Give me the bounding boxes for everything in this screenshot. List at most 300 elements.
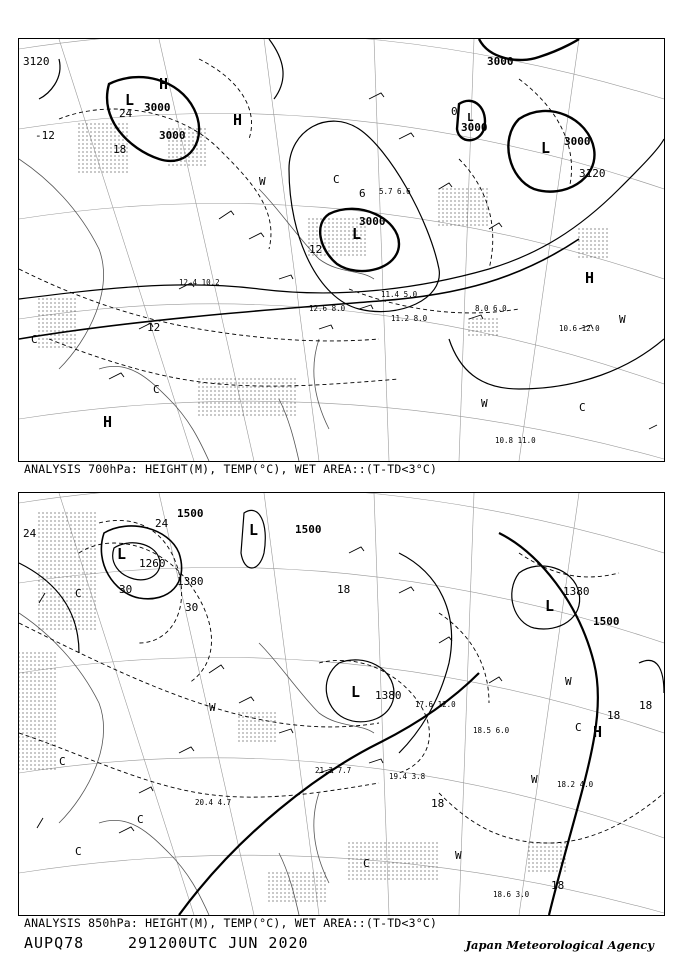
wet-area-dot xyxy=(54,656,55,657)
wet-area-dot xyxy=(86,516,87,517)
wet-area-dot xyxy=(19,736,20,737)
wet-area-dot xyxy=(54,620,55,621)
wet-area-dot xyxy=(19,680,20,681)
wet-area-dot xyxy=(38,524,39,525)
wet-area-dot xyxy=(284,888,285,889)
wet-area-dot xyxy=(250,712,251,713)
wet-area-dot xyxy=(86,159,87,160)
wet-area-dot xyxy=(34,680,35,681)
wet-area-dot xyxy=(556,850,557,851)
wet-area-dot xyxy=(270,736,271,737)
map-850hpa-svg xyxy=(19,493,664,915)
wet-area-dot xyxy=(38,652,39,653)
wet-area-dot xyxy=(106,163,107,164)
wet-area-dot xyxy=(280,872,281,873)
wet-area-dot xyxy=(54,724,55,725)
wet-area-dot xyxy=(38,568,39,569)
wet-area-dot xyxy=(214,390,215,391)
wet-area-dot xyxy=(46,624,47,625)
wet-area-dot xyxy=(564,870,565,871)
wet-area-dot xyxy=(54,732,55,733)
wet-area-dot xyxy=(442,224,443,225)
wet-area-dot xyxy=(34,684,35,685)
wet-area-dot xyxy=(106,131,107,132)
wet-area-dot xyxy=(242,402,243,403)
wet-area-dot xyxy=(540,866,541,867)
wet-area-dot xyxy=(356,866,357,867)
wet-area-dot xyxy=(86,131,87,132)
wet-area-dot xyxy=(62,580,63,581)
wet-area-dot xyxy=(404,846,405,847)
wet-area-dot xyxy=(424,842,425,843)
wet-area-dot xyxy=(94,532,95,533)
wet-area-dot xyxy=(54,314,55,315)
wet-area-dot xyxy=(206,398,207,399)
wet-area-dot xyxy=(94,556,95,557)
wet-area-dot xyxy=(42,688,43,689)
wet-area-dot xyxy=(254,394,255,395)
wet-area-dot xyxy=(278,390,279,391)
temp-label: 6 xyxy=(359,187,366,200)
wet-area-dot xyxy=(396,854,397,855)
wet-area-dot xyxy=(292,876,293,877)
wet-area-dot xyxy=(94,524,95,525)
wet-area-dot xyxy=(74,520,75,521)
wet-area-dot xyxy=(66,326,67,327)
station-value: 10.6 12.0 xyxy=(559,324,600,333)
wet-area-dot xyxy=(262,410,263,411)
wet-area-dot xyxy=(62,584,63,585)
wet-area-dot xyxy=(90,159,91,160)
wet-area-dot xyxy=(66,576,67,577)
wet-area-dot xyxy=(484,334,485,335)
wet-area-dot xyxy=(412,842,413,843)
wet-area-dot xyxy=(230,394,231,395)
wet-area-dot xyxy=(586,244,587,245)
wet-area-dot xyxy=(176,164,177,165)
wet-area-dot xyxy=(114,131,115,132)
wet-area-dot xyxy=(70,338,71,339)
wet-area-dot xyxy=(82,548,83,549)
wet-area-dot xyxy=(70,314,71,315)
wet-area-dot xyxy=(22,660,23,661)
wet-area-dot xyxy=(218,406,219,407)
wet-area-dot xyxy=(50,600,51,601)
wet-area-dot xyxy=(356,246,357,247)
wet-area-dot xyxy=(78,628,79,629)
height-contours xyxy=(19,510,664,915)
wet-area-dot xyxy=(172,144,173,145)
wet-area-dot xyxy=(54,612,55,613)
wet-area-dot xyxy=(30,660,31,661)
wet-area-dot xyxy=(478,200,479,201)
wet-area-dot xyxy=(246,394,247,395)
wet-area-dot xyxy=(344,242,345,243)
wet-area-dot xyxy=(30,656,31,657)
wet-area-dot xyxy=(74,334,75,335)
wet-area-dot xyxy=(196,128,197,129)
wet-area-dot xyxy=(110,135,111,136)
wet-area-dot xyxy=(210,386,211,387)
wet-area-dot xyxy=(22,756,23,757)
wet-area-dot xyxy=(384,874,385,875)
wet-area-dot xyxy=(420,862,421,863)
wet-area-dot xyxy=(94,131,95,132)
wet-area-dot xyxy=(30,768,31,769)
wet-area-dot xyxy=(384,870,385,871)
wet-area-dot xyxy=(34,708,35,709)
wet-area-dot xyxy=(466,204,467,205)
wet-area-dot xyxy=(46,744,47,745)
wet-area-dot xyxy=(320,888,321,889)
wet-area-dot xyxy=(50,516,51,517)
wet-area-dot xyxy=(412,858,413,859)
wet-area-dot xyxy=(340,226,341,227)
wet-area-dot xyxy=(404,858,405,859)
wet-area-dot xyxy=(42,624,43,625)
wet-area-dot xyxy=(274,390,275,391)
wet-area-dot xyxy=(226,378,227,379)
wet-area-dot xyxy=(118,123,119,124)
wet-area-dot xyxy=(540,846,541,847)
wet-area-dot xyxy=(484,322,485,323)
wet-area-dot xyxy=(46,528,47,529)
wet-area-dot xyxy=(26,688,27,689)
wet-area-dot xyxy=(86,512,87,513)
wet-area-dot xyxy=(296,888,297,889)
wet-area-dot xyxy=(474,212,475,213)
wet-area-dot xyxy=(90,171,91,172)
wet-area-dot xyxy=(180,152,181,153)
wet-area-dot xyxy=(34,688,35,689)
wet-area-dot xyxy=(26,760,27,761)
wet-area-dot xyxy=(46,326,47,327)
wet-area-dot xyxy=(90,163,91,164)
wet-area-dot xyxy=(50,512,51,513)
wet-area-dot xyxy=(30,668,31,669)
wet-area-dot xyxy=(62,552,63,553)
wet-area-dot xyxy=(262,382,263,383)
wet-area-dot xyxy=(78,540,79,541)
wet-area-dot xyxy=(364,874,365,875)
wet-area-dot xyxy=(22,664,23,665)
wet-area-dot xyxy=(454,196,455,197)
wet-area-dot xyxy=(74,540,75,541)
wet-area-dot xyxy=(94,592,95,593)
wet-area-dot xyxy=(424,846,425,847)
wet-area-dot xyxy=(54,326,55,327)
wet-area-dot xyxy=(54,536,55,537)
wet-area-dot xyxy=(396,870,397,871)
wet-area-dot xyxy=(62,322,63,323)
wet-area-dot xyxy=(38,588,39,589)
wet-area-dot xyxy=(46,660,47,661)
wet-area-dot xyxy=(392,842,393,843)
wet-area-dot xyxy=(384,858,385,859)
wet-area-dot xyxy=(376,874,377,875)
wet-area-dot xyxy=(54,600,55,601)
wet-area-dot xyxy=(30,704,31,705)
wet-area-dot xyxy=(54,528,55,529)
wet-area-dot xyxy=(308,896,309,897)
wet-area-dot xyxy=(58,334,59,335)
wet-area-dot xyxy=(356,850,357,851)
wet-area-dot xyxy=(54,342,55,343)
wet-area-dot xyxy=(62,608,63,609)
wet-area-dot xyxy=(474,192,475,193)
wet-area-dot xyxy=(34,700,35,701)
wet-area-dot xyxy=(94,552,95,553)
wet-area-dot xyxy=(26,768,27,769)
wet-area-dot xyxy=(54,604,55,605)
wet-area-dot xyxy=(42,660,43,661)
wet-area-dot xyxy=(86,139,87,140)
wet-area-dot xyxy=(38,764,39,765)
wet-area-dot xyxy=(384,862,385,863)
wet-area-dot xyxy=(270,712,271,713)
wet-area-dot xyxy=(262,390,263,391)
wet-area-dot xyxy=(38,704,39,705)
wet-area-dot xyxy=(58,330,59,331)
wet-area-dot xyxy=(272,892,273,893)
wet-area-dot xyxy=(532,858,533,859)
wet-area-dot xyxy=(214,394,215,395)
wet-area-dot xyxy=(292,892,293,893)
wet-area-dot xyxy=(578,252,579,253)
wet-area-dot xyxy=(308,230,309,231)
station-value: 11.4 5.0 xyxy=(381,290,418,299)
wet-area-dot xyxy=(254,728,255,729)
wet-area-dot xyxy=(450,196,451,197)
wet-area-dot xyxy=(274,402,275,403)
wet-area-dot xyxy=(38,536,39,537)
wet-area-dot xyxy=(74,306,75,307)
wet-area-dot xyxy=(590,240,591,241)
wet-area-dot xyxy=(90,167,91,168)
wet-area-dot xyxy=(258,728,259,729)
wet-area-dot xyxy=(270,394,271,395)
wet-area-dot xyxy=(58,612,59,613)
wet-area-dot xyxy=(486,224,487,225)
wet-area-dot xyxy=(344,226,345,227)
wet-area-dot xyxy=(250,394,251,395)
wet-area-dot xyxy=(278,414,279,415)
wet-area-dot xyxy=(86,536,87,537)
wet-area-dot xyxy=(582,236,583,237)
wet-area-dot xyxy=(62,536,63,537)
wet-area-dot xyxy=(408,878,409,879)
wet-area-dot xyxy=(192,160,193,161)
wet-area-dot xyxy=(54,652,55,653)
wet-area-dot xyxy=(280,896,281,897)
low-center: L xyxy=(545,597,555,615)
wet-area-dot xyxy=(46,728,47,729)
wet-area-dot xyxy=(336,218,337,219)
wet-area-dot xyxy=(586,248,587,249)
wet-area-dot xyxy=(34,764,35,765)
wet-area-dot xyxy=(19,704,20,705)
wet-area-dot xyxy=(102,159,103,160)
temp-label: 12 xyxy=(309,243,323,256)
wet-area-dot xyxy=(118,163,119,164)
wet-area-dot xyxy=(58,608,59,609)
wet-area-dot xyxy=(90,540,91,541)
wet-area-dot xyxy=(42,528,43,529)
wet-area-dot xyxy=(94,548,95,549)
wet-area-dot xyxy=(290,406,291,407)
wet-area-dot xyxy=(58,568,59,569)
wet-area-dot xyxy=(336,254,337,255)
wet-area-dot xyxy=(204,132,205,133)
wet-area-dot xyxy=(368,854,369,855)
temp-label: 30 xyxy=(185,601,199,614)
wet-area-dot xyxy=(200,144,201,145)
wet-area-dot xyxy=(344,238,345,239)
wet-area-dot xyxy=(22,728,23,729)
wet-area-dot xyxy=(388,878,389,879)
wet-area-dot xyxy=(196,148,197,149)
height-label: 3000 xyxy=(144,101,171,114)
wet-area-dot xyxy=(62,298,63,299)
wet-area-dot xyxy=(46,760,47,761)
wet-area-dot xyxy=(82,143,83,144)
wet-area-dot xyxy=(196,132,197,133)
wet-area-dot xyxy=(70,560,71,561)
wet-area-dot xyxy=(38,664,39,665)
wet-area-dot xyxy=(352,850,353,851)
wet-area-dot xyxy=(19,748,20,749)
wet-area-dot xyxy=(300,888,301,889)
wet-area-dot xyxy=(58,620,59,621)
wet-area-dot xyxy=(62,520,63,521)
wet-area-dot xyxy=(54,728,55,729)
wet-area-dot xyxy=(276,900,277,901)
wet-area-dot xyxy=(46,548,47,549)
wet-area-dot xyxy=(262,732,263,733)
wet-area-dot xyxy=(94,135,95,136)
wet-area-dot xyxy=(266,724,267,725)
wet-area-dot xyxy=(214,410,215,411)
wet-area-dot xyxy=(360,842,361,843)
wet-area-dot xyxy=(316,230,317,231)
wet-area-dot xyxy=(368,850,369,851)
wet-area-dot xyxy=(90,151,91,152)
wet-area-dot xyxy=(266,394,267,395)
wet-area-dot xyxy=(438,200,439,201)
wet-area-dot xyxy=(470,212,471,213)
wet-area-dot xyxy=(246,398,247,399)
wet-area-dot xyxy=(94,600,95,601)
wet-area-dot xyxy=(126,143,127,144)
wet-area-dot xyxy=(26,752,27,753)
wet-area-dot xyxy=(38,724,39,725)
wet-area-dot xyxy=(50,668,51,669)
wet-area-dot xyxy=(458,220,459,221)
wet-area-dot xyxy=(392,862,393,863)
wet-area-dot xyxy=(86,544,87,545)
wet-area-dot xyxy=(46,764,47,765)
wet-area-dot xyxy=(54,568,55,569)
wet-area-dot xyxy=(70,306,71,307)
wet-area-dot xyxy=(344,254,345,255)
wet-area-dot xyxy=(380,866,381,867)
wet-area-dot xyxy=(312,872,313,873)
wet-area-dot xyxy=(278,386,279,387)
wet-area-dot xyxy=(250,398,251,399)
wet-area-dot xyxy=(408,874,409,875)
wet-area-dot xyxy=(19,716,20,717)
wet-area-dot xyxy=(34,704,35,705)
cold-marker: C xyxy=(363,857,370,870)
wet-area-dot xyxy=(590,244,591,245)
wet-area-dot xyxy=(474,200,475,201)
wet-area-dot xyxy=(50,544,51,545)
wet-area-dot xyxy=(70,318,71,319)
wet-area-dot xyxy=(300,900,301,901)
wet-area-dot xyxy=(336,222,337,223)
wet-area-dot xyxy=(254,736,255,737)
wet-area-dot xyxy=(368,878,369,879)
wet-area-dot xyxy=(184,152,185,153)
wet-area-dot xyxy=(328,222,329,223)
wet-area-dot xyxy=(238,402,239,403)
wet-area-dot xyxy=(262,720,263,721)
wet-area-dot xyxy=(46,346,47,347)
wet-area-dot xyxy=(98,167,99,168)
wet-area-dot xyxy=(22,708,23,709)
wet-area-dot xyxy=(352,858,353,859)
wet-area-dot xyxy=(548,850,549,851)
wet-area-dot xyxy=(230,406,231,407)
wet-area-dot xyxy=(192,144,193,145)
wet-area-dot xyxy=(348,234,349,235)
wet-area-dot xyxy=(274,410,275,411)
wet-area-dot xyxy=(238,386,239,387)
wet-area-dot xyxy=(482,216,483,217)
wet-area-dot xyxy=(90,556,91,557)
height-label: 1260 xyxy=(139,557,166,570)
wet-area-dot xyxy=(424,874,425,875)
wet-area-dot xyxy=(438,216,439,217)
wet-area-dot xyxy=(50,676,51,677)
wet-area-dot xyxy=(254,712,255,713)
graticule xyxy=(19,39,664,461)
wet-area-dot xyxy=(50,592,51,593)
wet-area-dot xyxy=(46,516,47,517)
wet-area-dot xyxy=(94,568,95,569)
wet-area-dot xyxy=(446,196,447,197)
wet-area-dot xyxy=(78,159,79,160)
wet-area-dot xyxy=(42,608,43,609)
wet-area-dot xyxy=(278,406,279,407)
wet-area-dot xyxy=(458,216,459,217)
wet-area-dot xyxy=(242,728,243,729)
wet-area-dot xyxy=(30,716,31,717)
wet-area-dot xyxy=(46,664,47,665)
wet-area-dot xyxy=(66,564,67,565)
wet-area-dot xyxy=(126,151,127,152)
wet-area-dot xyxy=(90,628,91,629)
wet-area-dot xyxy=(376,842,377,843)
wet-area-dot xyxy=(58,616,59,617)
wet-area-dot xyxy=(270,382,271,383)
wet-area-dot xyxy=(388,850,389,851)
wet-area-dot xyxy=(304,884,305,885)
wet-area-dot xyxy=(450,208,451,209)
wet-area-dot xyxy=(230,382,231,383)
wet-area-dot xyxy=(348,230,349,231)
wet-area-dot xyxy=(282,386,283,387)
